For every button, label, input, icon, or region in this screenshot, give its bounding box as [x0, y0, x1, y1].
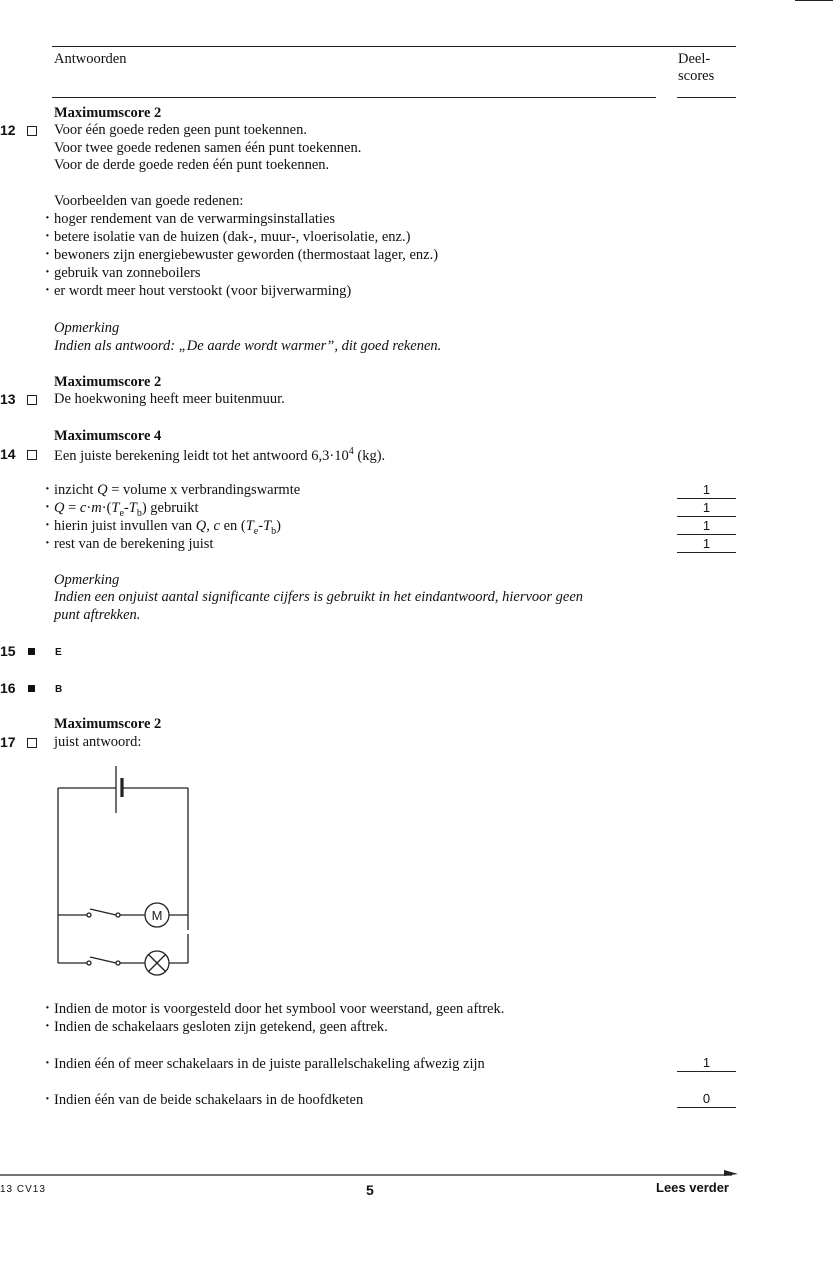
q17-open-question-icon [27, 738, 37, 748]
header-bottom-rule-right [677, 97, 736, 98]
q14-item-1-score: 1 [677, 482, 736, 499]
bullet: · [45, 499, 50, 515]
q14-item-1: inzicht Q = volume x verbrandingswarmte [54, 482, 301, 498]
q13-max-score: Maximumscore 2 [54, 374, 162, 390]
q12-open-question-icon [27, 126, 37, 136]
q12-examples-intro: Voorbeelden van goede redenen: [54, 193, 244, 209]
q16-answer: B [55, 684, 63, 695]
lamp-switch-lever [90, 957, 116, 963]
header-top-rule [52, 46, 736, 47]
q14-item-2-score: 1 [677, 500, 736, 517]
q17-deduction-1-score: 1 [677, 1055, 736, 1072]
bullet: · [45, 210, 50, 226]
bullet: · [45, 1018, 50, 1034]
q15-number: 15 [0, 643, 16, 659]
q17-number: 17 [0, 734, 16, 750]
q12-line-2: Voor twee goede redenen samen één punt toekennen. [54, 140, 362, 156]
q14-max-score: Maximumscore 4 [54, 428, 162, 444]
footer-continue: Lees verder [656, 1180, 729, 1195]
q16-multiple-choice-icon [28, 685, 35, 692]
q12-number: 12 [0, 122, 16, 138]
q14-remark-title: Opmerking [54, 572, 120, 588]
q14-remark-line-2: punt aftrekken. [54, 607, 141, 623]
bullet: · [45, 1055, 50, 1071]
q12-max-score: Maximumscore 2 [54, 105, 162, 121]
circuit-diagram [50, 758, 200, 978]
q17-deduction-2: Indien één van de beide schakelaars in de hoofdketen [54, 1092, 364, 1108]
bullet: · [45, 228, 50, 244]
footer-code: 13 CV13 [0, 1184, 46, 1195]
q14-remark-line-1: Indien een onjuist aantal significante cijfers is gebruikt in het eindantwoord, hiervoor geen [54, 589, 584, 605]
footer-page-number: 5 [366, 1182, 374, 1198]
q12-remark-title: Opmerking [54, 320, 120, 336]
q14-item-2: $Q = c\cdot m\cdot(T_e-T_b)$ gebruikt [54, 500, 199, 519]
q12-example-1: hoger rendement van de verwarmingsinstallaties [54, 211, 336, 227]
q14-item-3: hierin juist invullen van Q, c en $(T_e-T_b)$ [54, 518, 281, 537]
q14-item-3-score: 1 [677, 518, 736, 535]
q14-item-4-score: 1 [677, 536, 736, 553]
q14-line: Een juiste berekening leidt tot het antwoord $6,3\cdot 10^4$ (kg). [54, 446, 386, 464]
motor-label: M [151, 908, 163, 923]
bullet: · [45, 535, 50, 551]
bullet: · [45, 246, 50, 262]
partial-scores-heading-2: scores [678, 68, 715, 84]
q12-example-2: betere isolatie van de huizen (dak-, muur-, vloerisolatie, enz.) [54, 229, 411, 245]
bullet: · [45, 282, 50, 298]
bullet: · [45, 264, 50, 280]
q17-deduction-2-score: 0 [677, 1091, 736, 1108]
q12-example-5: er wordt meer hout verstookt (voor bijverwarming) [54, 283, 352, 299]
q14-number: 14 [0, 446, 16, 462]
q17-note-2: Indien de schakelaars gesloten zijn getekend, geen aftrek. [54, 1019, 388, 1035]
footer-arrow-rule [0, 1163, 745, 1177]
q15-answer: E [55, 647, 62, 658]
q12-remark-text: Indien als antwoord: „De aarde wordt warmer”, dit goed rekenen. [54, 338, 442, 354]
q17-deduction-1: Indien één of meer schakelaars in de juiste parallelschakeling afwezig zijn [54, 1056, 485, 1072]
partial-scores-heading-1: Deel- [678, 51, 711, 67]
motor-switch-lever [90, 909, 116, 915]
q14-open-question-icon [27, 450, 37, 460]
q13-number: 13 [0, 391, 16, 407]
q15-multiple-choice-icon [28, 648, 35, 655]
q13-line: De hoekwoning heeft meer buitenmuur. [54, 391, 285, 407]
bullet: · [45, 1091, 50, 1107]
header-bottom-rule-left [52, 97, 656, 98]
q12-example-3: bewoners zijn energiebewuster geworden (thermostaat lager, enz.) [54, 247, 439, 263]
q16-number: 16 [0, 680, 16, 696]
q13-open-question-icon [27, 395, 37, 405]
q17-note-1: Indien de motor is voorgesteld door het symbool voor weerstand, geen aftrek. [54, 1001, 505, 1017]
q17-line: juist antwoord: [54, 734, 142, 750]
answers-heading: Antwoorden [54, 51, 127, 67]
bullet: · [45, 481, 50, 497]
bullet: · [45, 1000, 50, 1016]
q12-example-4: gebruik van zonneboilers [54, 265, 201, 281]
q17-max-score: Maximumscore 2 [54, 716, 162, 732]
q12-line-3: Voor de derde goede reden één punt toekennen. [54, 157, 330, 173]
q14-item-4: rest van de berekening juist [54, 536, 214, 552]
corner-mark [795, 0, 833, 1]
bullet: · [45, 517, 50, 533]
q12-line-1: Voor één goede reden geen punt toekennen. [54, 122, 307, 138]
